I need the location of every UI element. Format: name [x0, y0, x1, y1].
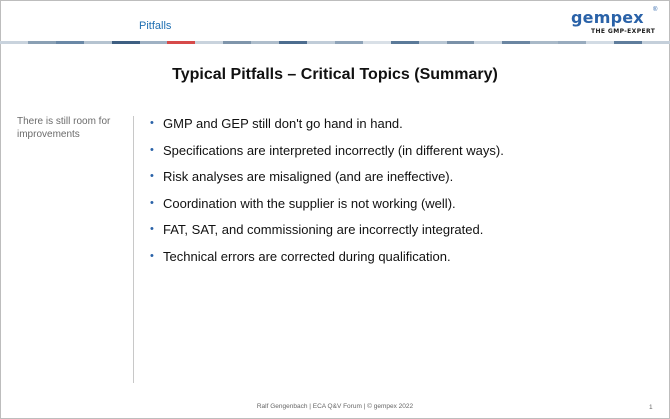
stripe-segment — [391, 41, 419, 44]
bullet-item — [150, 116, 504, 143]
slide-title: Typical Pitfalls – Critical Topics (Summary) — [172, 66, 498, 83]
bullet-item — [150, 222, 504, 249]
bullet-item — [150, 249, 504, 276]
registered-mark: ® — [653, 7, 658, 13]
stripe-segment — [167, 41, 195, 44]
bullet-icon: • — [150, 143, 154, 156]
stripe-segment — [558, 41, 586, 44]
logo-wordmark: gempex — [571, 8, 644, 27]
bullet-text: FAT, SAT, and commissioning are incorrectly integrated. — [163, 222, 484, 237]
stripe-segment — [140, 41, 168, 44]
section-title: Pitfalls — [139, 20, 172, 32]
bullet-text: Risk analyses are misaligned (and are ineffective). — [163, 169, 454, 184]
stripe-segment — [419, 41, 447, 44]
stripe-segment — [223, 41, 251, 44]
bullet-icon: • — [150, 223, 154, 235]
vertical-divider — [133, 116, 134, 383]
footer-text: Ralf Gengenbach | ECA Q&V Forum | © gempex 2022 — [256, 403, 414, 410]
bullet-icon: • — [150, 196, 154, 209]
bullet-item — [150, 143, 504, 170]
bullet-icon: • — [150, 170, 154, 182]
stripe-segment — [502, 41, 530, 44]
header-color-stripe — [0, 41, 670, 44]
stripe-segment — [586, 41, 614, 44]
bullet-text: Coordination with the supplier is not working (well). — [163, 195, 456, 211]
stripe-segment — [307, 41, 335, 44]
stripe-segment — [112, 41, 140, 44]
stripe-segment — [447, 41, 475, 44]
stripe-segment — [195, 41, 223, 44]
stripe-segment — [530, 41, 558, 44]
bullet-text: GMP and GEP still don't go hand in hand. — [163, 116, 403, 131]
stripe-segment — [614, 41, 642, 44]
bullet-icon: • — [150, 249, 154, 262]
stripe-segment — [363, 41, 391, 44]
stripe-segment — [84, 41, 112, 44]
stripe-segment — [474, 41, 502, 44]
stripe-segment — [251, 41, 279, 44]
bullet-icon: • — [150, 117, 154, 129]
stripe-segment — [642, 41, 670, 44]
bullet-text: Specifications are interpreted incorrectly (in different ways). — [163, 142, 504, 158]
bullet-item — [150, 196, 504, 223]
page-number: 1 — [649, 404, 653, 411]
stripe-segment — [56, 41, 84, 44]
bullet-item — [150, 169, 504, 196]
stripe-segment — [28, 41, 56, 44]
bullet-list — [150, 116, 504, 275]
bullet-text: Technical errors are corrected during qualification. — [163, 248, 451, 264]
gempex-logo — [571, 8, 661, 38]
stripe-segment — [335, 41, 363, 44]
stripe-segment — [279, 41, 307, 44]
side-note: There is still room for improvements — [17, 116, 111, 140]
stripe-segment — [0, 41, 28, 44]
logo-tagline: THE GMP-EXPERT — [591, 28, 656, 35]
